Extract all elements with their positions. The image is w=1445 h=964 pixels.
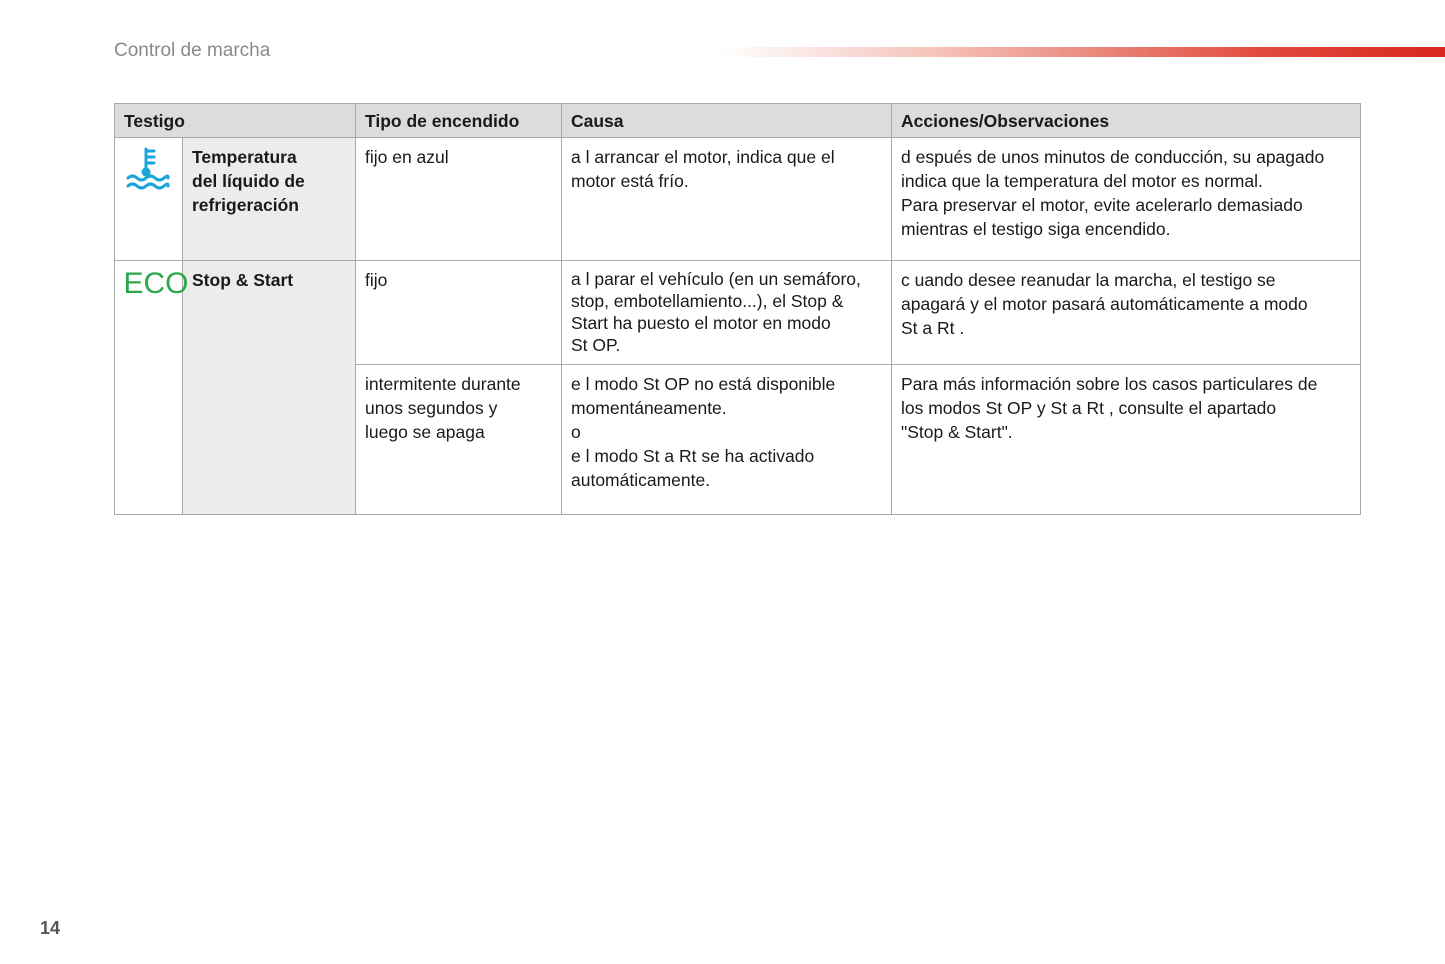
- header-causa: Causa: [562, 104, 892, 138]
- causa-line: a l parar el vehículo (en un semáforo,: [571, 269, 861, 289]
- acciones-line: c uando desee reanudar la marcha, el testigo se: [901, 270, 1276, 290]
- causa-line: e l modo St OP no está disponible: [571, 374, 836, 394]
- table-header-row: [115, 104, 1361, 138]
- tipo-line: fijo: [365, 270, 388, 290]
- tipo-cell: [356, 365, 562, 515]
- acciones-line: d espués de unos minutos de conducción, su apagado: [901, 147, 1325, 167]
- header-testigo: Testigo: [115, 104, 356, 138]
- causa-cell: [562, 138, 892, 261]
- icon-cell: [115, 138, 183, 261]
- acciones-cell: [892, 261, 1361, 365]
- tipo-line: luego se apaga: [365, 422, 485, 442]
- eco-icon-text: ECO: [124, 268, 188, 298]
- causa-line: a l arrancar el motor, indica que el: [571, 147, 835, 167]
- header-tipo-de-encendido: Tipo de encendido: [356, 104, 562, 138]
- tipo-cell: [356, 261, 562, 365]
- acciones-line: Para más información sobre los casos particulares de: [901, 374, 1318, 394]
- acciones-cell: [892, 365, 1361, 515]
- coolant-temperature-icon: [124, 145, 172, 191]
- tipo-line: fijo en azul: [365, 147, 449, 167]
- tipo-line: intermitente durante: [365, 374, 521, 394]
- causa-line: stop, embotellamiento...), el Stop &: [571, 291, 844, 311]
- acciones-line: "Stop & Start".: [901, 422, 1013, 442]
- acciones-line: los modos St OP y St a Rt , consulte el apartado: [901, 398, 1277, 418]
- section-title: Control de marcha: [114, 40, 271, 61]
- header-accent-bar: [720, 47, 1445, 57]
- causa-line: automáticamente.: [571, 470, 711, 490]
- causa-cell: [562, 261, 892, 365]
- table-row: [115, 138, 1361, 261]
- causa-line: momentáneamente.: [571, 398, 727, 418]
- causa-line: Start ha puesto el motor en modo: [571, 313, 831, 333]
- warning-name-coolant: [183, 138, 356, 261]
- header-acciones: Acciones/Observaciones: [892, 104, 1361, 138]
- acciones-line: indica que la temperatura del motor es normal.: [901, 171, 1263, 191]
- warning-lights-table: [114, 103, 1361, 515]
- acciones-line: Para preservar el motor, evite acelerarlo demasiado: [901, 195, 1303, 215]
- icon-cell: [115, 261, 188, 515]
- causa-line: St OP.: [571, 335, 621, 355]
- name-line: Stop & Start: [192, 270, 294, 290]
- causa-cell: [562, 365, 892, 515]
- causa-line: motor está frío.: [571, 171, 689, 191]
- table-row: [115, 261, 1361, 365]
- causa-line: o: [571, 422, 581, 442]
- name-line: Temperatura: [192, 147, 297, 167]
- causa-line: e l modo St a Rt se ha activado: [571, 446, 815, 466]
- page-number: 14: [40, 918, 61, 938]
- eco-icon: [124, 268, 188, 298]
- acciones-line: mientras el testigo siga encendido.: [901, 219, 1171, 239]
- name-line: del líquido de: [192, 171, 305, 191]
- tipo-cell: [356, 138, 562, 261]
- acciones-cell: [892, 138, 1361, 261]
- acciones-line: apagará y el motor pasará automáticamente a modo: [901, 294, 1308, 314]
- warning-name-stop-start: [183, 261, 356, 515]
- tipo-line: unos segundos y: [365, 398, 498, 418]
- acciones-line: St a Rt .: [901, 318, 965, 338]
- name-line: refrigeración: [192, 195, 299, 215]
